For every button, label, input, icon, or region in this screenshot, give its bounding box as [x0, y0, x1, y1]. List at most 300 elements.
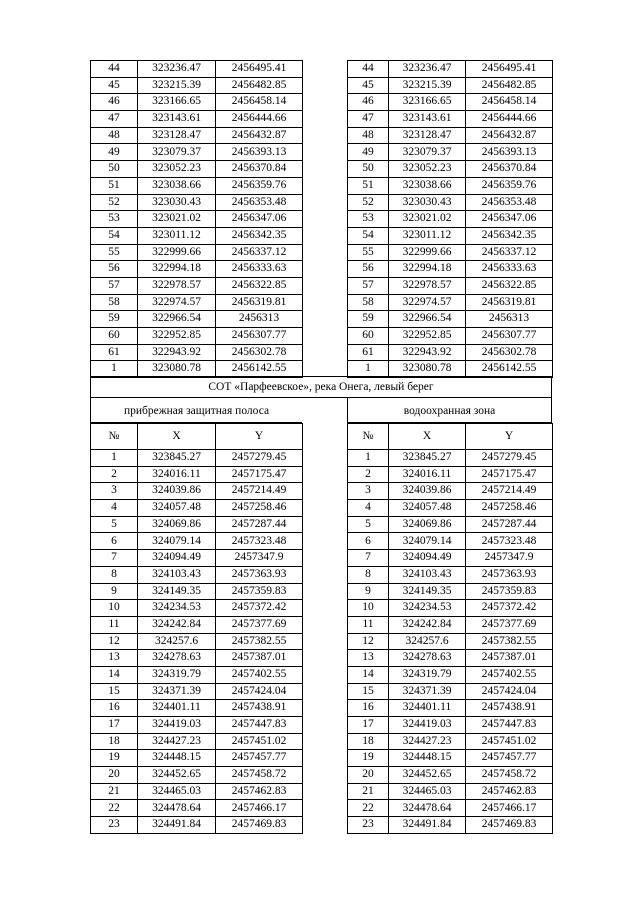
- gap-cell: [303, 717, 348, 734]
- y-coordinate: 2456432.87: [216, 127, 303, 144]
- point-number: 9: [91, 583, 138, 600]
- point-number: 17: [91, 717, 138, 734]
- x-coordinate: 323011.12: [389, 227, 466, 244]
- point-number: 45: [91, 77, 138, 94]
- y-coordinate: 2457214.49: [466, 483, 553, 500]
- y-coordinate: 2456353.48: [216, 194, 303, 211]
- point-number: 5: [348, 516, 389, 533]
- point-number: 54: [348, 227, 389, 244]
- x-coordinate: 324371.39: [138, 683, 216, 700]
- y-coordinate: 2457469.83: [466, 817, 553, 834]
- point-number: 18: [91, 733, 138, 750]
- table-row: [91, 61, 553, 78]
- point-number: 61: [91, 344, 138, 361]
- table-row: [91, 294, 553, 311]
- y-coordinate: 2456359.76: [216, 177, 303, 194]
- point-number: 46: [348, 94, 389, 111]
- y-coordinate: 2457424.04: [216, 683, 303, 700]
- point-number: 44: [91, 61, 138, 78]
- y-coordinate: 2456359.76: [466, 177, 553, 194]
- table-row: [91, 666, 553, 683]
- x-coordinate: 323038.66: [138, 177, 216, 194]
- x-coordinate: 324234.53: [389, 600, 466, 617]
- x-coordinate: 322978.57: [138, 277, 216, 294]
- table-row: [91, 550, 553, 567]
- x-coordinate: 323030.43: [389, 194, 466, 211]
- y-coordinate: 2457466.17: [466, 800, 553, 817]
- x-coordinate: 324079.14: [138, 533, 216, 550]
- x-coordinate: 322994.18: [389, 261, 466, 278]
- y-coordinate: 2456313: [466, 311, 553, 328]
- x-coordinate: 323215.39: [389, 77, 466, 94]
- y-coordinate: 2457438.91: [216, 700, 303, 717]
- x-coordinate: 324401.11: [138, 700, 216, 717]
- gap-cell: [303, 600, 348, 617]
- point-number: 2: [348, 466, 389, 483]
- point-number: 22: [91, 800, 138, 817]
- gap-cell: [303, 244, 348, 261]
- y-coordinate: 2457469.83: [216, 817, 303, 834]
- y-coordinate: 2457458.72: [216, 767, 303, 784]
- y-coordinate: 2456458.14: [466, 94, 553, 111]
- y-coordinate: 2456333.63: [466, 261, 553, 278]
- table-row: [91, 566, 553, 583]
- table-row: [91, 483, 553, 500]
- point-number: 10: [91, 600, 138, 617]
- table-row: [91, 77, 553, 94]
- gap-cell: [303, 424, 348, 450]
- gap-cell: [303, 500, 348, 517]
- gap-cell: [303, 516, 348, 533]
- x-coordinate: 324094.49: [138, 550, 216, 567]
- gap-cell: [303, 566, 348, 583]
- y-coordinate: 2457387.01: [466, 650, 553, 667]
- table-row: [91, 328, 553, 345]
- gap-cell: [303, 616, 348, 633]
- x-coordinate: 323021.02: [389, 211, 466, 228]
- y-coordinate: 2456333.63: [216, 261, 303, 278]
- x-coordinate: 323143.61: [138, 111, 216, 128]
- point-number: 58: [348, 294, 389, 311]
- x-coordinate: 324257.6: [138, 633, 216, 650]
- gap-cell: [303, 94, 348, 111]
- gap-cell: [303, 550, 348, 567]
- x-coordinate: 324448.15: [389, 750, 466, 767]
- y-coordinate: 2456482.85: [216, 77, 303, 94]
- x-coordinate: 324016.11: [389, 466, 466, 483]
- point-number: 54: [91, 227, 138, 244]
- x-coordinate: 324452.65: [138, 767, 216, 784]
- table-row: [91, 800, 553, 817]
- x-coordinate: 323030.43: [138, 194, 216, 211]
- x-coordinate: 323236.47: [138, 61, 216, 78]
- y-coordinate: 2457447.83: [466, 717, 553, 734]
- x-coordinate: 324057.48: [389, 500, 466, 517]
- y-coordinate: 2456337.12: [216, 244, 303, 261]
- column-header-number: №: [348, 424, 389, 450]
- point-number: 21: [91, 783, 138, 800]
- y-coordinate: 2456393.13: [466, 144, 553, 161]
- gap-cell: [303, 261, 348, 278]
- x-coordinate: 323011.12: [138, 227, 216, 244]
- gap-cell: [303, 583, 348, 600]
- table-row: [91, 717, 553, 734]
- table-row: [91, 583, 553, 600]
- x-coordinate: 322974.57: [138, 294, 216, 311]
- y-coordinate: 2456495.41: [466, 61, 553, 78]
- gap-cell: [303, 177, 348, 194]
- x-coordinate: 324079.14: [389, 533, 466, 550]
- x-coordinate: 322999.66: [138, 244, 216, 261]
- gap-cell: [303, 111, 348, 128]
- y-coordinate: 2457363.93: [216, 566, 303, 583]
- x-coordinate: 323845.27: [389, 450, 466, 467]
- gap-cell: [303, 211, 348, 228]
- x-coordinate: 324427.23: [389, 733, 466, 750]
- x-coordinate: 324094.49: [389, 550, 466, 567]
- point-number: 9: [348, 583, 389, 600]
- point-number: 57: [91, 277, 138, 294]
- point-number: 2: [91, 466, 138, 483]
- point-number: 49: [91, 144, 138, 161]
- point-number: 7: [91, 550, 138, 567]
- x-coordinate: 324039.86: [389, 483, 466, 500]
- x-coordinate: 324491.84: [389, 817, 466, 834]
- y-coordinate: 2457447.83: [216, 717, 303, 734]
- table-row: [91, 261, 553, 278]
- table-row: [91, 650, 553, 667]
- gap-cell: [303, 161, 348, 178]
- table-row: [91, 633, 553, 650]
- x-coordinate: 323052.23: [138, 161, 216, 178]
- gap-cell: [303, 194, 348, 211]
- y-coordinate: 2457258.46: [466, 500, 553, 517]
- column-header-x: X: [389, 424, 466, 450]
- table-row: [91, 344, 553, 361]
- y-coordinate: 2456142.55: [216, 361, 303, 378]
- gap-cell: [303, 683, 348, 700]
- y-coordinate: 2457279.45: [466, 450, 553, 467]
- x-coordinate: 324242.84: [138, 616, 216, 633]
- x-coordinate: 324057.48: [138, 500, 216, 517]
- gap-cell: [303, 533, 348, 550]
- point-number: 3: [91, 483, 138, 500]
- point-number: 3: [348, 483, 389, 500]
- point-number: 4: [91, 500, 138, 517]
- bottom-coordinates-table: [90, 423, 553, 834]
- gap-cell: [303, 466, 348, 483]
- gap-cell: [303, 294, 348, 311]
- x-coordinate: 324016.11: [138, 466, 216, 483]
- x-coordinate: 323166.65: [389, 94, 466, 111]
- column-header-number: №: [91, 424, 138, 450]
- x-coordinate: 323021.02: [138, 211, 216, 228]
- x-coordinate: 323143.61: [389, 111, 466, 128]
- y-coordinate: 2457323.48: [216, 533, 303, 550]
- y-coordinate: 2456370.84: [466, 161, 553, 178]
- gap-cell: [303, 783, 348, 800]
- y-coordinate: 2456319.81: [216, 294, 303, 311]
- point-number: 15: [348, 683, 389, 700]
- y-coordinate: 2457175.47: [466, 466, 553, 483]
- point-number: 53: [91, 211, 138, 228]
- y-coordinate: 2457451.02: [466, 733, 553, 750]
- y-coordinate: 2457462.83: [216, 783, 303, 800]
- point-number: 21: [348, 783, 389, 800]
- point-number: 51: [91, 177, 138, 194]
- table-row: [91, 600, 553, 617]
- y-coordinate: 2456342.35: [466, 227, 553, 244]
- column-header-y: Y: [466, 424, 553, 450]
- point-number: 23: [91, 817, 138, 834]
- point-number: 55: [348, 244, 389, 261]
- point-number: 19: [348, 750, 389, 767]
- point-number: 13: [348, 650, 389, 667]
- table-row: [91, 94, 553, 111]
- point-number: 14: [348, 666, 389, 683]
- x-coordinate: 324242.84: [389, 616, 466, 633]
- y-coordinate: 2457424.04: [466, 683, 553, 700]
- point-number: 12: [91, 633, 138, 650]
- point-number: 48: [348, 127, 389, 144]
- table-header-row: [91, 424, 553, 450]
- x-coordinate: 323166.65: [138, 94, 216, 111]
- y-coordinate: 2457457.77: [466, 750, 553, 767]
- x-coordinate: 323038.66: [389, 177, 466, 194]
- y-coordinate: 2456342.35: [216, 227, 303, 244]
- x-coordinate: 324278.63: [389, 650, 466, 667]
- table-row: [91, 227, 553, 244]
- y-coordinate: 2456458.14: [216, 94, 303, 111]
- y-coordinate: 2456322.85: [216, 277, 303, 294]
- point-number: 52: [348, 194, 389, 211]
- table-row: [91, 450, 553, 467]
- y-coordinate: 2457359.83: [216, 583, 303, 600]
- y-coordinate: 2456302.78: [466, 344, 553, 361]
- point-number: 6: [91, 533, 138, 550]
- column-header-x: X: [138, 424, 216, 450]
- y-coordinate: 2457377.69: [216, 616, 303, 633]
- coastal-strip-subtitle: прибрежная защитная полоса: [90, 398, 302, 423]
- point-number: 18: [348, 733, 389, 750]
- gap-cell: [303, 311, 348, 328]
- point-number: 20: [91, 767, 138, 784]
- point-number: 47: [348, 111, 389, 128]
- x-coordinate: 322978.57: [389, 277, 466, 294]
- point-number: 10: [348, 600, 389, 617]
- x-coordinate: 323080.78: [389, 361, 466, 378]
- y-coordinate: 2456313: [216, 311, 303, 328]
- gap-cell: [303, 666, 348, 683]
- x-coordinate: 323079.37: [138, 144, 216, 161]
- x-coordinate: 324478.64: [138, 800, 216, 817]
- table-row: [91, 616, 553, 633]
- x-coordinate: 324103.43: [389, 566, 466, 583]
- x-coordinate: 324448.15: [138, 750, 216, 767]
- point-number: 59: [348, 311, 389, 328]
- x-coordinate: 322999.66: [389, 244, 466, 261]
- point-number: 13: [91, 650, 138, 667]
- point-number: 57: [348, 277, 389, 294]
- x-coordinate: 324069.86: [389, 516, 466, 533]
- y-coordinate: 2456444.66: [216, 111, 303, 128]
- point-number: 11: [91, 616, 138, 633]
- x-coordinate: 322952.85: [138, 328, 216, 345]
- table-row: [91, 311, 553, 328]
- point-number: 58: [91, 294, 138, 311]
- table-row: [91, 783, 553, 800]
- point-number: 60: [91, 328, 138, 345]
- y-coordinate: 2457363.93: [466, 566, 553, 583]
- point-number: 4: [348, 500, 389, 517]
- point-number: 1: [91, 361, 138, 378]
- point-number: 23: [348, 817, 389, 834]
- x-coordinate: 324319.79: [138, 666, 216, 683]
- y-coordinate: 2456322.85: [466, 277, 553, 294]
- x-coordinate: 322943.92: [389, 344, 466, 361]
- table-row: [91, 277, 553, 294]
- gap-cell: [303, 817, 348, 834]
- y-coordinate: 2457372.42: [216, 600, 303, 617]
- y-coordinate: 2456347.06: [466, 211, 553, 228]
- gap-cell: [303, 344, 348, 361]
- water-protection-zone-subtitle: водоохранная зона: [347, 398, 552, 423]
- y-coordinate: 2457214.49: [216, 483, 303, 500]
- table-row: [91, 177, 553, 194]
- y-coordinate: 2456482.85: [466, 77, 553, 94]
- table-row: [91, 211, 553, 228]
- x-coordinate: 324319.79: [389, 666, 466, 683]
- point-number: 55: [91, 244, 138, 261]
- gap-cell: [303, 127, 348, 144]
- y-coordinate: 2456393.13: [216, 144, 303, 161]
- y-coordinate: 2457279.45: [216, 450, 303, 467]
- point-number: 44: [348, 61, 389, 78]
- gap-cell: [303, 277, 348, 294]
- x-coordinate: 323128.47: [389, 127, 466, 144]
- point-number: 61: [348, 344, 389, 361]
- gap-cell: [303, 633, 348, 650]
- y-coordinate: 2457462.83: [466, 783, 553, 800]
- y-coordinate: 2457402.55: [216, 666, 303, 683]
- gap-cell: [303, 733, 348, 750]
- x-coordinate: 324149.35: [389, 583, 466, 600]
- table-row: [91, 750, 553, 767]
- point-number: 56: [348, 261, 389, 278]
- x-coordinate: 324401.11: [389, 700, 466, 717]
- y-coordinate: 2457387.01: [216, 650, 303, 667]
- y-coordinate: 2456353.48: [466, 194, 553, 211]
- x-coordinate: 324257.6: [389, 633, 466, 650]
- x-coordinate: 322943.92: [138, 344, 216, 361]
- y-coordinate: 2457347.9: [466, 550, 553, 567]
- point-number: 6: [348, 533, 389, 550]
- gap-cell: [303, 650, 348, 667]
- gap-cell: [303, 750, 348, 767]
- y-coordinate: 2456142.55: [466, 361, 553, 378]
- point-number: 14: [91, 666, 138, 683]
- gap-cell: [303, 800, 348, 817]
- y-coordinate: 2456337.12: [466, 244, 553, 261]
- x-coordinate: 324103.43: [138, 566, 216, 583]
- y-coordinate: 2457382.55: [466, 633, 553, 650]
- y-coordinate: 2457451.02: [216, 733, 303, 750]
- column-header-y: Y: [216, 424, 303, 450]
- y-coordinate: 2456495.41: [216, 61, 303, 78]
- point-number: 46: [91, 94, 138, 111]
- point-number: 7: [348, 550, 389, 567]
- y-coordinate: 2457359.83: [466, 583, 553, 600]
- top-coordinates-table: [90, 60, 553, 378]
- x-coordinate: 323052.23: [389, 161, 466, 178]
- x-coordinate: 324149.35: [138, 583, 216, 600]
- y-coordinate: 2457377.69: [466, 616, 553, 633]
- table-row: [91, 533, 553, 550]
- x-coordinate: 324465.03: [138, 783, 216, 800]
- x-coordinate: 323079.37: [389, 144, 466, 161]
- point-number: 48: [91, 127, 138, 144]
- point-number: 47: [91, 111, 138, 128]
- point-number: 56: [91, 261, 138, 278]
- gap-cell: [303, 700, 348, 717]
- section-title: СОТ «Парфеевское», река Онега, левый берег: [90, 376, 552, 398]
- point-number: 1: [91, 450, 138, 467]
- y-coordinate: 2456347.06: [216, 211, 303, 228]
- point-number: 8: [91, 566, 138, 583]
- point-number: 16: [348, 700, 389, 717]
- x-coordinate: 324491.84: [138, 817, 216, 834]
- table-row: [91, 466, 553, 483]
- x-coordinate: 323845.27: [138, 450, 216, 467]
- point-number: 53: [348, 211, 389, 228]
- y-coordinate: 2457323.48: [466, 533, 553, 550]
- y-coordinate: 2457258.46: [216, 500, 303, 517]
- point-number: 45: [348, 77, 389, 94]
- gap-cell: [303, 61, 348, 78]
- table-row: [91, 161, 553, 178]
- x-coordinate: 324465.03: [389, 783, 466, 800]
- x-coordinate: 324419.03: [138, 717, 216, 734]
- table-row: [91, 817, 553, 834]
- x-coordinate: 324452.65: [389, 767, 466, 784]
- point-number: 50: [91, 161, 138, 178]
- x-coordinate: 324069.86: [138, 516, 216, 533]
- gap-cell: [303, 144, 348, 161]
- point-number: 8: [348, 566, 389, 583]
- point-number: 17: [348, 717, 389, 734]
- table-row: [91, 144, 553, 161]
- x-coordinate: 323128.47: [138, 127, 216, 144]
- y-coordinate: 2457347.9: [216, 550, 303, 567]
- table-row: [91, 111, 553, 128]
- point-number: 5: [91, 516, 138, 533]
- y-coordinate: 2456432.87: [466, 127, 553, 144]
- point-number: 11: [348, 616, 389, 633]
- gap-cell: [303, 450, 348, 467]
- y-coordinate: 2457175.47: [216, 466, 303, 483]
- x-coordinate: 322994.18: [138, 261, 216, 278]
- point-number: 49: [348, 144, 389, 161]
- y-coordinate: 2457438.91: [466, 700, 553, 717]
- y-coordinate: 2457458.72: [466, 767, 553, 784]
- point-number: 12: [348, 633, 389, 650]
- point-number: 22: [348, 800, 389, 817]
- y-coordinate: 2456319.81: [466, 294, 553, 311]
- gap-cell: [303, 227, 348, 244]
- y-coordinate: 2457287.44: [216, 516, 303, 533]
- y-coordinate: 2457287.44: [466, 516, 553, 533]
- table-row: [91, 516, 553, 533]
